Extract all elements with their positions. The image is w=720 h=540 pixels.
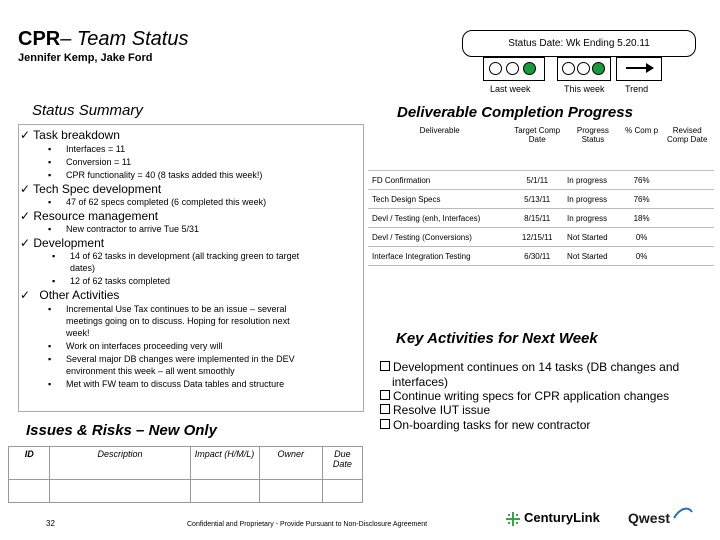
summary-bullet: ▪ Interfaces = 11 <box>66 144 125 154</box>
summary-bullet-cont: meetings going on to discuss. Hoping for resolution next <box>66 316 290 326</box>
last-week-label: Last week <box>490 84 531 94</box>
summary-bullet: ▪ Incremental Use Tax continues to be an issue – several <box>66 304 286 314</box>
summary-bullet: ▪ Work on interfaces proceeding very will <box>66 341 222 351</box>
key-activity-item: Continue writing specs for CPR application changes <box>380 389 669 403</box>
summary-bullet: ▪ Conversion = 11 <box>66 157 131 167</box>
col-deliverable: Deliverable <box>368 124 511 171</box>
trend-arrowhead-icon <box>646 63 654 73</box>
checkbox-icon <box>380 404 390 414</box>
green-light-icon <box>523 62 536 75</box>
red-light-icon <box>489 62 502 75</box>
summary-bullet-cont: dates) <box>70 263 96 273</box>
key-activity-item: Resolve IUT issue <box>380 403 490 417</box>
centurylink-logo: CenturyLink <box>524 510 600 525</box>
qwest-swoosh-icon <box>672 506 694 520</box>
col-owner: Owner <box>259 447 322 480</box>
table-row: Devl / Testing (enh, Interfaces) 8/15/11 In progress 18% <box>368 209 714 228</box>
this-week-lights <box>557 57 611 81</box>
qwest-logo: Qwest <box>628 510 671 526</box>
summary-bullet-cont: environment this week – all went smoothly <box>66 366 235 376</box>
summary-bullet: ▪ 12 of 62 tasks completed <box>70 276 170 286</box>
status-date-badge: Status Date: Wk Ending 5.20.11 <box>462 30 696 57</box>
checkbox-icon <box>380 361 390 371</box>
centurylink-logo-icon <box>506 512 520 526</box>
last-week-lights <box>483 57 545 81</box>
col-due-date: Due Date <box>322 447 362 480</box>
summary-item-development: ✓ Development <box>20 236 105 250</box>
col-description: Description <box>50 447 190 480</box>
this-week-label: This week <box>564 84 605 94</box>
key-activity-item: Development continues on 14 tasks (DB changes and <box>380 360 679 374</box>
table-row: Interface Integration Testing 6/30/11 Not Started 0% <box>368 247 714 266</box>
issues-risks-title: Issues & Risks – New Only <box>26 422 217 439</box>
green-light-icon <box>592 62 605 75</box>
summary-bullet: ▪ Several major DB changes were implemented in the DEV <box>66 354 295 364</box>
status-summary-title: Status Summary <box>32 102 143 119</box>
key-activities-title: Key Activities for Next Week <box>396 330 598 347</box>
table-header-row <box>9 447 363 480</box>
deliverables-title: Deliverable Completion Progress <box>397 104 633 121</box>
summary-bullet: ▪ New contractor to arrive Tue 5/31 <box>66 224 199 234</box>
summary-bullet: ▪ Met with FW team to discuss Data tables and structure <box>66 379 284 389</box>
summary-item-resource-management: ✓ Resource management <box>20 209 159 223</box>
table-row: FD Confirmation 5/1/11 In progress 76% <box>368 171 714 190</box>
col-progress: Progress Status <box>563 124 623 171</box>
summary-bullet: ▪ 47 of 62 specs completed (6 completed this week) <box>66 197 266 207</box>
page-title <box>18 28 188 51</box>
page-number: 32 <box>46 519 55 528</box>
summary-item-other-activities: ✓ Other Activities <box>20 288 120 302</box>
yellow-light-icon <box>506 62 519 75</box>
table-row: Tech Design Specs 5/13/11 In progress 76% <box>368 190 714 209</box>
key-activity-item: On-boarding tasks for new contractor <box>380 418 590 432</box>
table-row: Devl / Testing (Conversions) 12/15/11 Not Started 0% <box>368 228 714 247</box>
summary-bullet: ▪ 14 of 62 tasks in development (all tracking green to target <box>70 251 299 261</box>
issues-table <box>8 446 363 503</box>
table-header-row <box>368 124 714 171</box>
trend-label: Trend <box>625 84 649 94</box>
trend-arrow-icon <box>626 67 648 69</box>
deliverables-table <box>368 124 714 266</box>
col-id: ID <box>9 447 50 480</box>
summary-item-task-breakdown: ✓ Task breakdown <box>20 128 120 142</box>
checkbox-icon <box>380 419 390 429</box>
title-project: CPR <box>18 28 61 50</box>
col-target-date: Target Comp Date <box>511 124 563 171</box>
summary-bullet-cont: week! <box>66 328 90 338</box>
table-row <box>9 480 363 503</box>
confidential-notice: Confidential and Proprietary - Provide Pursuant to Non-Disclosure Agreement <box>187 521 428 528</box>
trend-box <box>616 57 662 81</box>
title-rest: – Team Status <box>60 28 189 50</box>
summary-bullet: ▪ CPR functionality = 40 (8 tasks added this week!) <box>66 170 262 180</box>
checkbox-icon <box>380 390 390 400</box>
key-activity-item-cont: interfaces) <box>392 375 449 389</box>
col-revised-date: Revised Comp Date <box>660 124 714 171</box>
authors: Jennifer Kemp, Jake Ford <box>18 52 153 64</box>
yellow-light-icon <box>577 62 590 75</box>
summary-item-tech-spec: ✓ Tech Spec development <box>20 182 162 196</box>
col-percent: % Com p <box>623 124 661 171</box>
red-light-icon <box>562 62 575 75</box>
col-impact: Impact (H/M/L) <box>190 447 259 480</box>
